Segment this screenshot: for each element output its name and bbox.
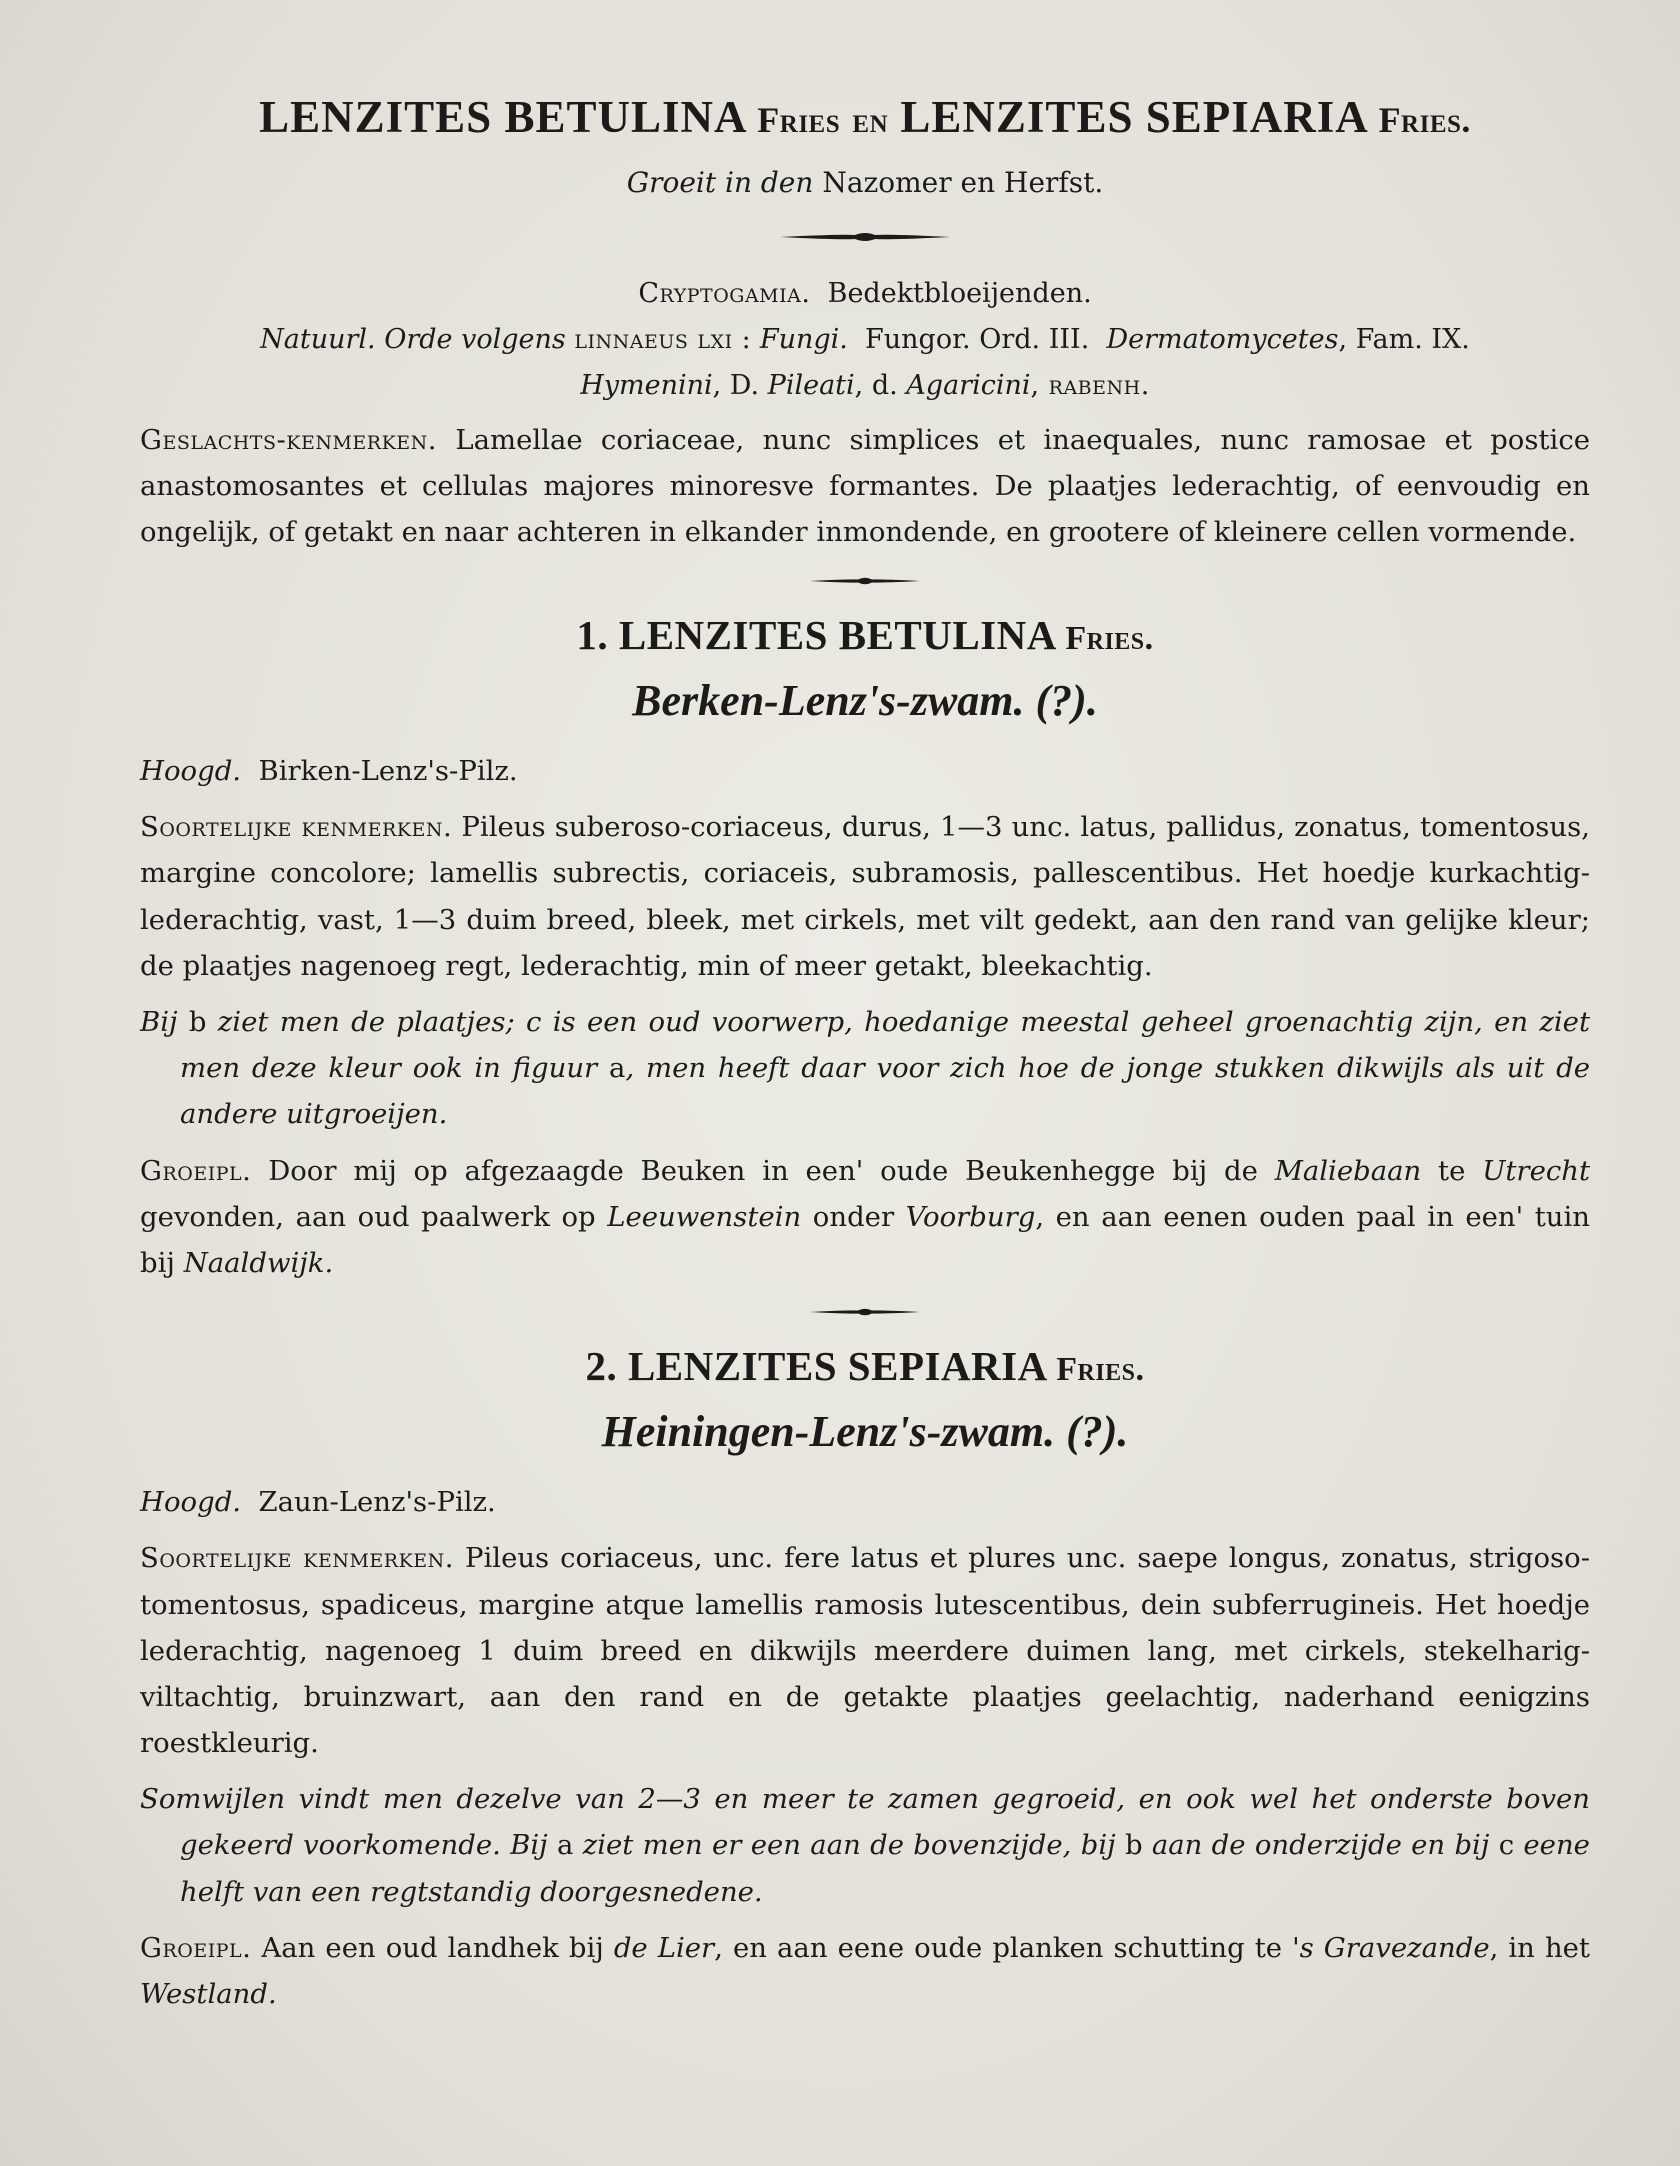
- title-conjunction: en: [852, 100, 889, 140]
- species-1-characteristics: Soortelijke kenmerken. Pileus suberoso-coriaceus, durus, 1—3 unc. latus, pallidus, zonatus, tomentosus, margine concolore; lamellis subrectis, coriaceis, subramosis, pallescentibus. Het hoedje kurkachtig-lederachtig, vast, 1—3 duim breed, bleek, met cirkels, met vilt gedekt, aan den rand van gelijke kleur; de plaatjes nagenoeg regt, lederachtig, min of meer getakt, bleekachtig.: [140, 811, 1590, 982]
- species-2-figure-note: Somwijlen vindt men dezelve van 2—3 en meer te zamen gegroeid, en ook wel het onderste boven gekeerd voorkomende. Bij a ziet men er een aan de bovenzijde, bij b aan de onderzijde en bij c eene helft van een regtstandig doorgesnedene.: [140, 1783, 1590, 1908]
- genus-characteristics: Geslachts-kenmerken. Lamellae coriaceae, nunc simplices et inaequales, nunc ramosae et postice anastomosantes et cellulas majores minoresve formantes. De plaatjes lederachtig, of eenvoudig en ongelijk, of getakt en naar achteren in elkander inmondende, en grootere of kleinere cellen vormende.: [140, 423, 1590, 548]
- page-title: [140, 90, 1590, 144]
- title-genus-1: LENZITES BETULINA: [259, 92, 746, 142]
- title-genus-2: LENZITES SEPIARIA: [900, 92, 1367, 142]
- ornamental-rule: [780, 229, 950, 245]
- title-author-1: Fries: [757, 100, 841, 140]
- ornamental-rule-small: [810, 573, 920, 589]
- title-author-2: Fries.: [1378, 100, 1471, 140]
- species-1-common-name: Berken-Lenz's-zwam. (?).: [632, 676, 1098, 726]
- growth-season: Groeit in den Nazomer en Herfst.: [626, 166, 1104, 199]
- species-1-german-name: Hoogd. Birken-Lenz's-Pilz.: [140, 755, 518, 788]
- species-2-german-name: Hoogd. Zaun-Lenz's-Pilz.: [140, 1486, 496, 1519]
- species-2-habitat: Groeipl. Aan een oud landhek bij de Lier, en aan eene oude planken schutting te 's Gravezande, in het Westland.: [140, 1931, 1590, 2011]
- species-2-common-name: Heiningen-Lenz's-zwam. (?).: [601, 1407, 1129, 1457]
- species-1-habitat: Groeipl. Door mij op afgezaagde Beuken in een' oude Beukenhegge bij de Maliebaan te Utrecht gevonden, aan oud paalwerk op Leeuwenstein onder Voorburg, en aan eenen ouden paal in een' tuin bij Naaldwijk.: [140, 1154, 1591, 1279]
- ornamental-rule-small-2: [810, 1304, 920, 1320]
- division-line: Cryptogamia. Bedektbloeijenden.: [638, 278, 1092, 309]
- species-1-figure-note: Bij b ziet men de plaatjes; c is een oud voorwerp, hoedanige meestal geheel groenachtig zijn, en ziet men deze kleur ook in figuur a, men heeft daar voor zich hoe de jonge stukken dikwijls als uit de andere uitgroeijen.: [140, 1006, 1591, 1131]
- classification-line-2: Hymenini, D. Pileati, d. Agaricini, rabenh.: [580, 369, 1150, 401]
- classification-line-1: Natuurl. Orde volgens linnaeus lxi : Fungi. Fungor. Ord. III. Dermatomycetes, Fam. IX.: [260, 323, 1470, 355]
- species-2-title: 2. LENZITES SEPIARIA Fries.: [585, 1343, 1145, 1390]
- species-1-title: 1. LENZITES BETULINA Fries.: [576, 612, 1154, 659]
- species-2-characteristics: Soortelijke kenmerken. Pileus coriaceus, unc. fere latus et plures unc. saepe longus, zonatus, strigoso-tomentosus, spadiceus, margine atque lamellis ramosis lutescentibus, dein subferrugineis. Het hoedje lederachtig, nagenoeg 1 duim breed en dikwijls meerdere duimen lang, met cirkels, stekelharig-viltachtig, bruinzwart, aan den rand en de getakte plaatjes geelachtig, naderhand eenigzins roestkleurig.: [140, 1542, 1590, 1760]
